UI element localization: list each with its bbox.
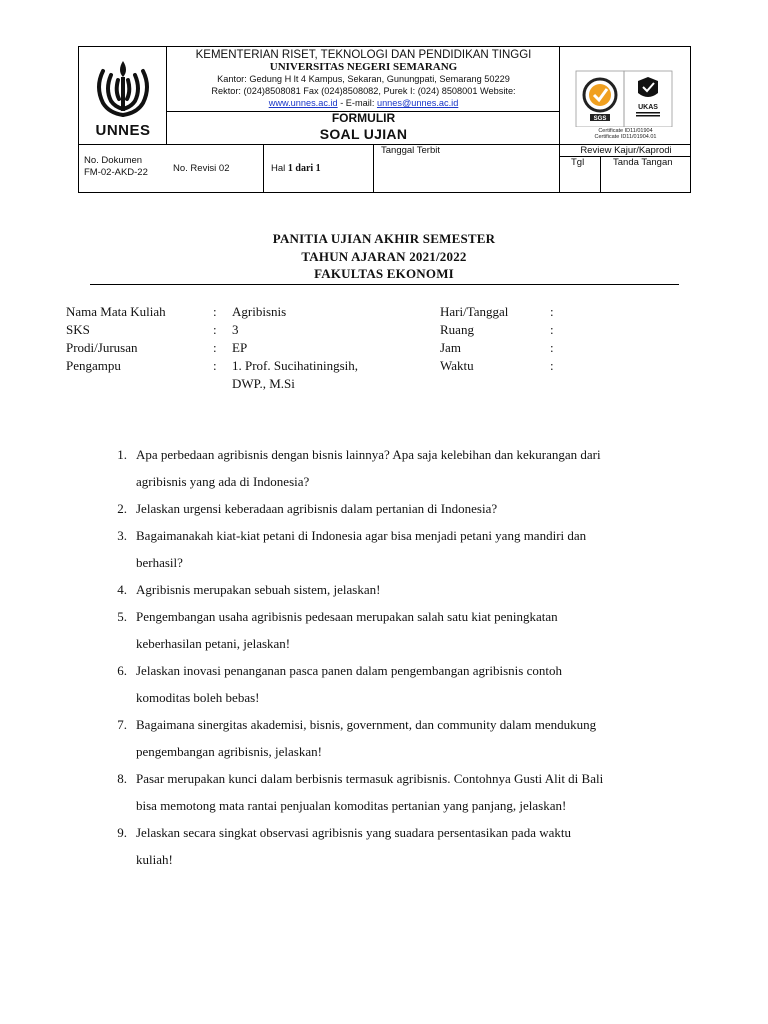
website-link[interactable]: www.unnes.ac.id (268, 98, 338, 108)
table-divider (600, 156, 601, 193)
review-date-label: Tgl (571, 157, 585, 168)
form-label: FORMULIR (331, 111, 396, 125)
question-text: Apa perbedaan agribisnis dengan bisnis lainnya? Apa saja kelebihan dan kekurangan dari (136, 447, 601, 462)
question-text: Pasar merupakan kunci dalam berbisnis termasuk agribisnis. Contohnya Gusti Alit di Bali (136, 771, 604, 786)
question-number: 1. (117, 447, 127, 462)
question-text-cont: agribisnis yang ada di Indonesia? (136, 474, 310, 489)
svg-text:UKAS: UKAS (638, 104, 658, 111)
question-item (113, 441, 693, 495)
colon: : (213, 358, 217, 373)
form-header-table (78, 46, 691, 193)
question-item (113, 522, 693, 576)
question-item (113, 765, 693, 819)
form-title: SOAL UJIAN (319, 126, 408, 142)
issue-date-label: Tanggal Terbit (381, 145, 440, 156)
academic-year-title: TAHUN AJARAN 2021/2022 (301, 249, 467, 264)
question-text-cont: komoditas boleh bebas! (136, 690, 260, 705)
doc-number-value: FM-02-AKD-22 (84, 167, 148, 178)
time-label: Jam (440, 340, 461, 355)
question-number: 4. (117, 582, 127, 597)
colon: : (213, 322, 217, 337)
question-item (113, 576, 693, 603)
colon: : (550, 304, 554, 319)
credits-value: 3 (232, 322, 239, 337)
table-divider (373, 144, 374, 193)
question-text: Pengembangan usaha agribisnis pedesaan merupakan salah satu kiat peningkatan (136, 609, 558, 624)
title-divider (90, 284, 679, 285)
email-label: - E-mail: (337, 98, 377, 108)
question-item (113, 603, 693, 657)
question-text: Jelaskan secara singkat observasi agribisnis yang suadara persentasikan pada waktu (136, 825, 571, 840)
logo-text: UNNES (95, 122, 151, 139)
review-sign-label: Tanda Tangan (613, 157, 673, 168)
colon: : (550, 340, 554, 355)
contact-line (167, 97, 560, 109)
credits-label: SKS (66, 322, 90, 337)
colon: : (213, 340, 217, 355)
page-prefix: Hal (271, 163, 288, 174)
ministry-name: KEMENTERIAN RISET, TEKNOLOGI DAN PENDIDIKAN TINGGI (195, 49, 532, 61)
unnes-emblem-icon (79, 47, 167, 123)
certificate-id-1: Certificate ID11/01904 (598, 128, 653, 134)
question-text-cont: bisa memotong mata rantai penjualan komoditas pertanian yang panjang, jelaskan! (136, 798, 567, 813)
revision-number: No. Revisi 02 (173, 163, 230, 174)
question-text: Bagaimana sinergitas akademisi, bisnis, government, dan community dalam mendukung (136, 717, 597, 732)
question-text-cont: keberhasilan petani, jelaskan! (136, 636, 291, 651)
question-item (113, 711, 693, 765)
question-number: 6. (117, 663, 127, 678)
colon: : (213, 304, 217, 319)
course-name-label: Nama Mata Kuliah (66, 304, 166, 319)
address-line: Kantor: Gedung H lt 4 Kampus, Sekaran, Gunungpati, Semarang 50229 (217, 74, 510, 84)
question-text: Jelaskan urgensi keberadaan agribisnis dalam pertanian di Indonesia? (136, 501, 498, 516)
colon: : (550, 322, 554, 337)
page-number (271, 163, 321, 175)
lecturer-value: 1. Prof. Sucihatiningsih, (232, 358, 359, 373)
program-value: EP (232, 340, 248, 355)
question-item (113, 657, 693, 711)
certificate-id-2: Certificate ID11/01904.01 (594, 134, 657, 140)
question-list (113, 441, 693, 873)
certificate-ids (560, 128, 691, 140)
question-number: 7. (117, 717, 127, 732)
room-label: Ruang (440, 322, 474, 337)
svg-text:SGS: SGS (593, 116, 607, 122)
question-item (113, 495, 693, 522)
faculty-title: FAKULTAS EKONOMI (314, 266, 454, 281)
question-number: 3. (117, 528, 127, 543)
course-name-value: Agribisnis (232, 304, 287, 319)
doc-number-cell (84, 155, 148, 179)
question-text-cont: kuliah! (136, 852, 173, 867)
university-name: UNIVERSITAS NEGERI SEMARANG (269, 61, 458, 73)
unnes-logo (79, 47, 167, 145)
question-number: 2. (117, 501, 127, 516)
page-value: 1 dari 1 (287, 163, 321, 174)
question-item (113, 819, 693, 873)
institution-header (167, 47, 560, 111)
email-link[interactable]: unnes@unnes.ac.id (376, 98, 459, 108)
duration-label: Waktu (440, 358, 474, 373)
lecturer-label: Pengampu (66, 358, 121, 373)
certification-logos (560, 47, 691, 145)
doc-number-label: No. Dokumen (84, 155, 143, 166)
day-date-label: Hari/Tanggal (440, 304, 509, 319)
question-text: Bagaimanakah kiat-kiat petani di Indonesia agar bisa menjadi petani yang mandiri dan (136, 528, 587, 543)
review-label: Review Kajur/Kaprodi (580, 145, 672, 156)
question-text: Agribisnis merupakan sebuah sistem, jelaskan! (136, 582, 381, 597)
question-text: Jelaskan inovasi penanganan pasca panen dalam pengembangan agribisnis contoh (136, 663, 562, 678)
phone-line: Rektor: (024)8508081 Fax (024)8508082, Purek I: (024) 8508001 Website: (211, 86, 516, 96)
certification-badge-icon (560, 47, 691, 127)
question-number: 8. (117, 771, 127, 786)
question-text-cont: berhasil? (136, 555, 183, 570)
question-number: 9. (117, 825, 127, 840)
question-number: 5. (117, 609, 127, 624)
program-label: Prodi/Jurusan (66, 340, 138, 355)
question-text-cont: pengembangan agribisnis, jelaskan! (136, 744, 322, 759)
table-divider (263, 144, 264, 193)
form-title-cell (167, 111, 560, 145)
colon: : (550, 358, 554, 373)
exam-committee-title: PANITIA UJIAN AKHIR SEMESTER (272, 231, 496, 246)
lecturer-value-cont: DWP., M.Si (232, 376, 295, 391)
